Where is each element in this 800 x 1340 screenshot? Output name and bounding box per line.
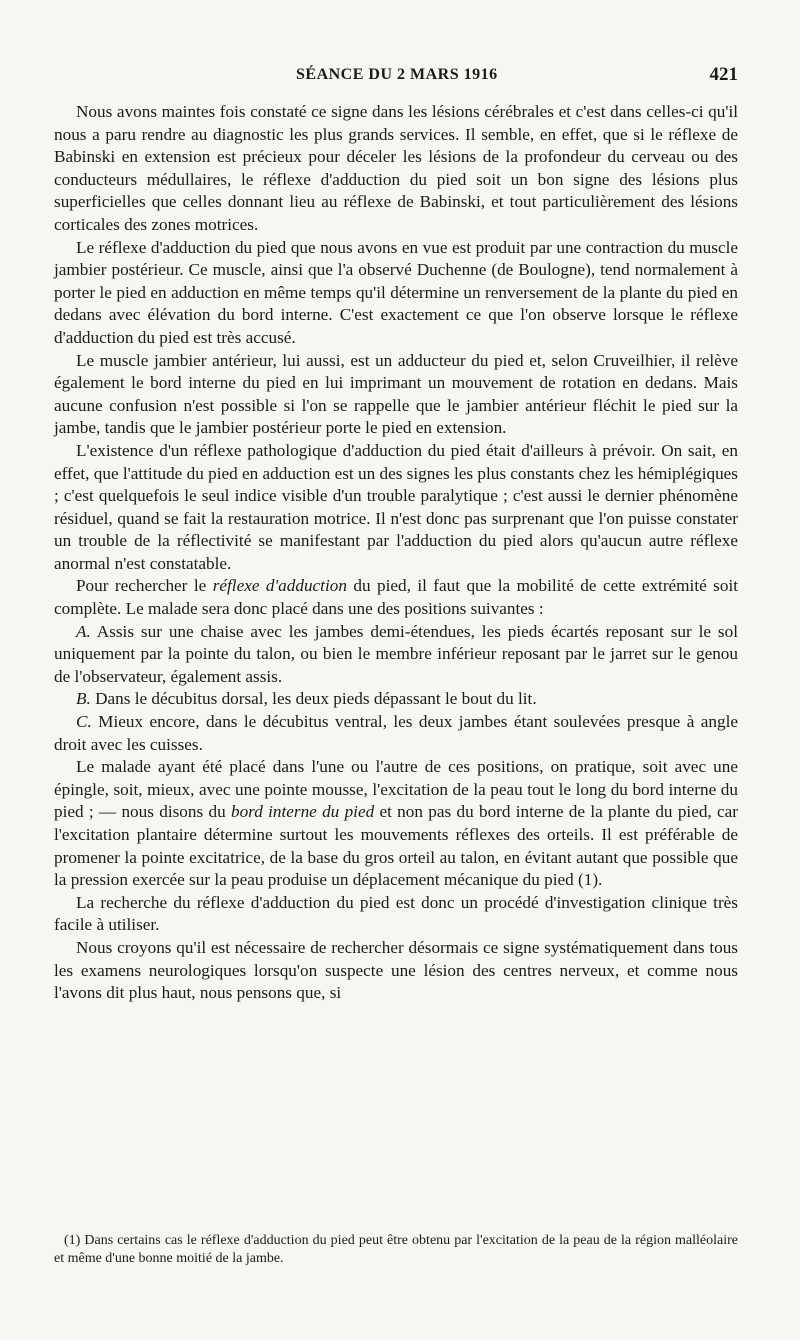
- paragraph: Le muscle jambier antérieur, lui aussi, est un adducteur du pied et, selon Cruveilhier, il relève également le bord interne du pied en lui imprimant un mouvement de rotation en dedans. Mais aucune confusion n'est possible si l'on se rappelle que le jambier antérieur fléchit le pied sur la jambe, tandis que le jambier postérieur porte le pied en extension.: [54, 350, 738, 438]
- page-header: [0, 66, 800, 90]
- position-text: Mieux encore, dans le décubitus ventral, les deux jambes étant soulevées presque à angle droit avec les cuisses.: [54, 712, 738, 754]
- paragraph: Le réflexe d'adduction du pied que nous avons en vue est produit par une contraction du muscle jambier postérieur. Ce muscle, ainsi que l'a observé Duchenne (de Boulogne), tend normalement à porter le pied en adduction en même temps qu'il détermine un renversement de la plante du pied en dedans avec élévation du bord interne. C'est exactement ce que l'on observe lorsque le réflexe d'adduction du pied est très accusé.: [54, 237, 738, 347]
- footnote: [54, 1232, 738, 1268]
- body-text: [54, 101, 738, 1005]
- position-item: [54, 621, 738, 689]
- position-item: [54, 711, 738, 756]
- paragraph: L'existence d'un réflexe pathologique d'adduction du pied était d'ailleurs à prévoir. On sait, en effet, que l'attitude du pied en adduction est un des signes les plus constants chez les hémiplégiques ; c'est quelquefois le seul indice visible d'un trouble paralytique ; c'est aussi le dernier phénomène résiduel, quand se fait la restauration motrice. Il n'est donc pas surprenant que l'on puisse constater un trouble de la réflectivité se manifestant par l'adduction du pied alors qu'aucun autre réflexe anormal n'est constatable.: [54, 440, 738, 573]
- position-letter: A.: [76, 621, 91, 641]
- paragraph: Nous croyons qu'il est nécessaire de rechercher désormais ce signe systématiquement dans tous les examens neurologiques lorsqu'on suspecte une lésion des centres nerveux, et comme nous l'avons dit plus haut, nous pensons que, si: [54, 937, 738, 1003]
- emphasis: réflexe d'adduction: [212, 576, 347, 596]
- text-run: et non pas du bord interne de la plante du pied, car l'excitation plantaire détermine surtout les mouvements réflexes des orteils. Il est préférable de promener la pointe excitatrice, de la base du gros orteil au talon, en évitant autant que possible que la pression exercée sur la peau produise un déplacement mécanique du pied (1).: [54, 802, 738, 890]
- text-run: Pour rechercher le: [76, 576, 213, 596]
- position-letter: B.: [76, 689, 91, 709]
- text-run: du pied, il faut que la mobilité de cette extrémité soit complète. Le malade sera donc placé dans une des positions suivantes :: [54, 576, 739, 619]
- text-run: Le malade ayant été placé dans l'une ou l'autre de ces positions, on pratique, soit avec une épingle, soit, mieux, avec une pointe mousse, l'excitation de la peau tout le long du bord interne du pied ; — nous disons du: [54, 757, 738, 822]
- paragraph: La recherche du réflexe d'adduction du pied est donc un procédé d'investigation clinique très facile à utiliser.: [54, 892, 738, 935]
- running-title: SÉANCE DU 2 MARS 1916: [296, 66, 498, 83]
- page-number: 421: [709, 64, 738, 85]
- position-item: [54, 688, 738, 711]
- paragraph: [54, 575, 738, 620]
- paragraph: Nous avons maintes fois constaté ce signe dans les lésions cérébrales et c'est dans celles-ci qu'il nous a paru rendre au diagnostic les plus grands services. Il semble, en effet, que si le réflexe de Babinski en extension est précieux pour déceler les lésions de la profondeur du cerveau ou des conducteurs médullaires, le réflexe d'adduction du pied soit un bon signe des lésions plus superficielles que celles donnant lieu au réflexe de Babinski, et tout particulièrement des lésions corticales des zones motrices.: [54, 102, 738, 234]
- footnote-text: (1) Dans certains cas le réflexe d'adduction du pied peut être obtenu par l'excitation de la peau de la région malléolaire et même d'une bonne moitié de la jambe.: [54, 1233, 738, 1266]
- position-text: Dans le décubitus dorsal, les deux pieds dépassant le bout du lit.: [90, 689, 537, 709]
- position-letter: C.: [76, 712, 92, 732]
- position-text: Assis sur une chaise avec les jambes demi-étendues, les pieds écartés reposant sur le sol uniquement par la pointe du talon, ou bien le membre inférieur reposant par le jarret sur le genou de l'observateur, également assis.: [54, 621, 738, 686]
- emphasis: bord interne du pied: [230, 802, 375, 822]
- paragraph: [54, 756, 738, 892]
